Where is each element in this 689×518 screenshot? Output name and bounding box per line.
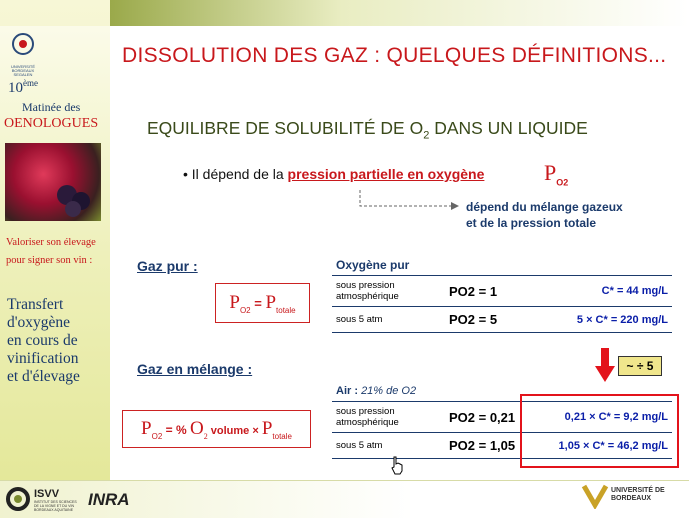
- pure-eq: =: [250, 296, 266, 311]
- mix-percent: = %: [162, 423, 190, 437]
- tagline-1: Valoriser son élevage: [6, 237, 96, 248]
- table-cell-condition: sous 5 atm: [332, 307, 445, 333]
- mix-pt-sub: totale: [272, 431, 292, 441]
- isvv-logo-icon: [6, 487, 32, 511]
- pure-oxygen-table: [332, 276, 672, 333]
- mix-volume: volume ×: [207, 425, 262, 437]
- mix-p-sub: O2: [151, 431, 163, 441]
- event-number: [8, 78, 108, 97]
- pure-table-title: Oxygène pur: [336, 258, 410, 272]
- university-logo-text: UNIVERSITÉ BORDEAUX SEGALEN: [10, 64, 35, 77]
- wine-photo: [5, 143, 101, 221]
- subtitle-sub: 2: [423, 129, 430, 142]
- pure-p: P: [229, 292, 240, 313]
- event-line1: Matinée des: [22, 100, 81, 114]
- table-cell-concentration: 0,21 × C* = 9,2 mg/L: [543, 402, 672, 433]
- topic-line: vinification: [7, 350, 79, 367]
- table-cell-condition: sous pression atmosphérique: [332, 276, 445, 307]
- slide-title: DISSOLUTION DES GAZ : QUELQUES DÉFINITIONS...: [122, 44, 667, 67]
- slide-subtitle: [147, 118, 588, 142]
- table-cell-condition: sous pression atmosphérique: [332, 402, 445, 433]
- table-cell-pressure: PO2 = 0,21: [445, 402, 543, 433]
- inra-logo: INRA: [88, 490, 130, 509]
- mix-o-sub: 2: [203, 431, 208, 441]
- pure-p-sub: O2: [239, 305, 251, 315]
- air-label-italic: 21% de O2: [361, 385, 417, 397]
- bordeaux-label: UNIVERSITÉ DE BORDEAUX: [611, 487, 665, 502]
- mix-pt: P: [261, 418, 273, 439]
- bullet-highlight: pression partielle en oxygène: [287, 166, 485, 182]
- bullet-line: [183, 166, 484, 182]
- table-cell-concentration: 5 × C* = 220 mg/L: [543, 307, 672, 333]
- bordeaux-logo: [580, 483, 610, 509]
- topic-line: d'oxygène: [7, 314, 71, 331]
- bullet-text: • Il dépend de la: [183, 166, 288, 182]
- isvv-sublabel: INSTITUT DES SCIENCES DE LA VIGNE ET DU VIN BORDEAUX AQUITAINE: [34, 500, 77, 512]
- subtitle-end: DANS UN LIQUIDE: [429, 118, 588, 138]
- table-cell-concentration: C* = 44 mg/L: [543, 276, 672, 307]
- table-cell-concentration: 1,05 × C* = 46,2 mg/L: [543, 433, 672, 459]
- mix-formula-box: [122, 410, 311, 448]
- table-row: [332, 307, 672, 333]
- pure-gas-heading: Gaz pur :: [137, 258, 198, 274]
- note-line2: et de la pression totale: [466, 216, 597, 230]
- subtitle-main: EQUILIBRE DE SOLUBILITÉ DE O: [147, 118, 424, 138]
- event-number-value: 10: [8, 80, 23, 96]
- mix-gas-heading: Gaz en mélange :: [137, 361, 253, 377]
- isvv-logo: [6, 487, 32, 516]
- bordeaux-logo-icon: [580, 483, 610, 509]
- air-label: [336, 385, 416, 397]
- po2-symbol: [544, 160, 568, 187]
- pure-pt: P: [265, 292, 277, 313]
- table-cell-pressure: PO2 = 1,05: [445, 433, 543, 459]
- mix-p: P: [141, 418, 152, 439]
- po2-p: P: [544, 160, 557, 185]
- down-arrow-icon: [594, 348, 616, 384]
- topic-block: [7, 296, 80, 386]
- table-cell-pressure: PO2 = 5: [445, 307, 543, 333]
- pure-formula-box: [215, 283, 310, 323]
- note-line1: dépend du mélange gazeux: [466, 200, 623, 214]
- isvv-label: ISVV: [34, 488, 60, 500]
- mix-o: O: [189, 418, 204, 439]
- topic-line: en cours de: [7, 332, 78, 349]
- event-line2: OENOLOGUES: [4, 116, 99, 131]
- ratio-badge: ~ ÷ 5: [618, 356, 662, 376]
- dependency-note: [466, 199, 623, 231]
- table-cell-pressure: PO2 = 1: [445, 276, 543, 307]
- pure-pt-sub: totale: [276, 305, 296, 315]
- tagline-2: pour signer son vin :: [6, 255, 93, 266]
- topic-line: Transfert: [7, 296, 64, 313]
- table-cell-condition: sous 5 atm: [332, 433, 445, 459]
- hand-cursor-icon: [390, 455, 404, 475]
- air-label-bold: Air :: [336, 385, 362, 397]
- topic-line: et d'élevage: [7, 368, 80, 385]
- highlight-box: [520, 394, 679, 468]
- header-gradient: [110, 0, 689, 26]
- table-row: [332, 276, 672, 307]
- event-number-sup: ème: [23, 78, 38, 88]
- po2-sub: O2: [556, 177, 569, 188]
- dashed-arrow: [355, 188, 465, 214]
- university-logo: [6, 30, 40, 77]
